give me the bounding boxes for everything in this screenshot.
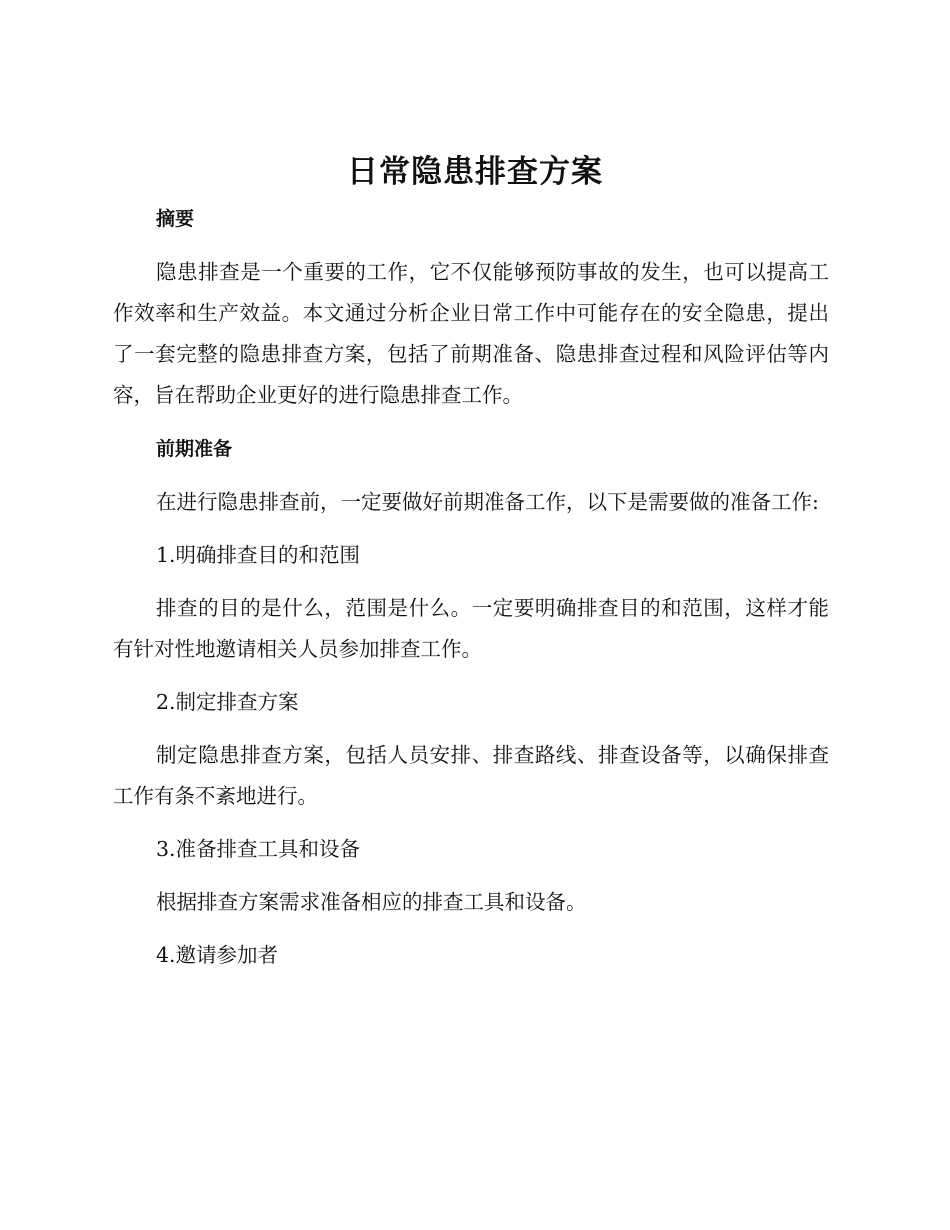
section-heading-preparation: 前期准备 xyxy=(156,438,233,460)
list-item-label: 1.明确排查目的和范围 xyxy=(156,543,361,567)
preparation-intro: 在进行隐患排查前，一定要做好前期准备工作，以下是需要做的准备工作: xyxy=(156,490,819,514)
list-item-text: 制定隐患排查方案，包括人员安排、排查路线、排查设备等，以确保排查工作有条不紊地进行。 xyxy=(113,743,829,808)
section-heading-abstract: 摘要 xyxy=(156,208,195,230)
document-body xyxy=(113,200,829,976)
list-item-label: 2.制定排查方案 xyxy=(156,690,299,714)
page-title: 日常隐患排查方案 xyxy=(347,154,603,190)
abstract-paragraph: 隐患排查是一个重要的工作，它不仅能够预防事故的发生，也可以提高工作效率和生产效益。本文通过分析企业日常工作中可能存在的安全隐患，提出了一套完整的隐患排查方案，包括了前期准备、隐患排查过程和风险评估等内容，旨在帮助企业更好的进行隐患排查工作。 xyxy=(113,260,829,407)
list-item-label: 3.准备排查工具和设备 xyxy=(156,837,361,861)
list-item-label: 4.邀请参加者 xyxy=(156,943,279,967)
list-item-text: 根据排查方案需求准备相应的排查工具和设备。 xyxy=(156,890,587,914)
list-item-text: 排查的目的是什么，范围是什么。一定要明确排查目的和范围，这样才能有针对性地邀请相关人员参加排查工作。 xyxy=(113,596,829,661)
